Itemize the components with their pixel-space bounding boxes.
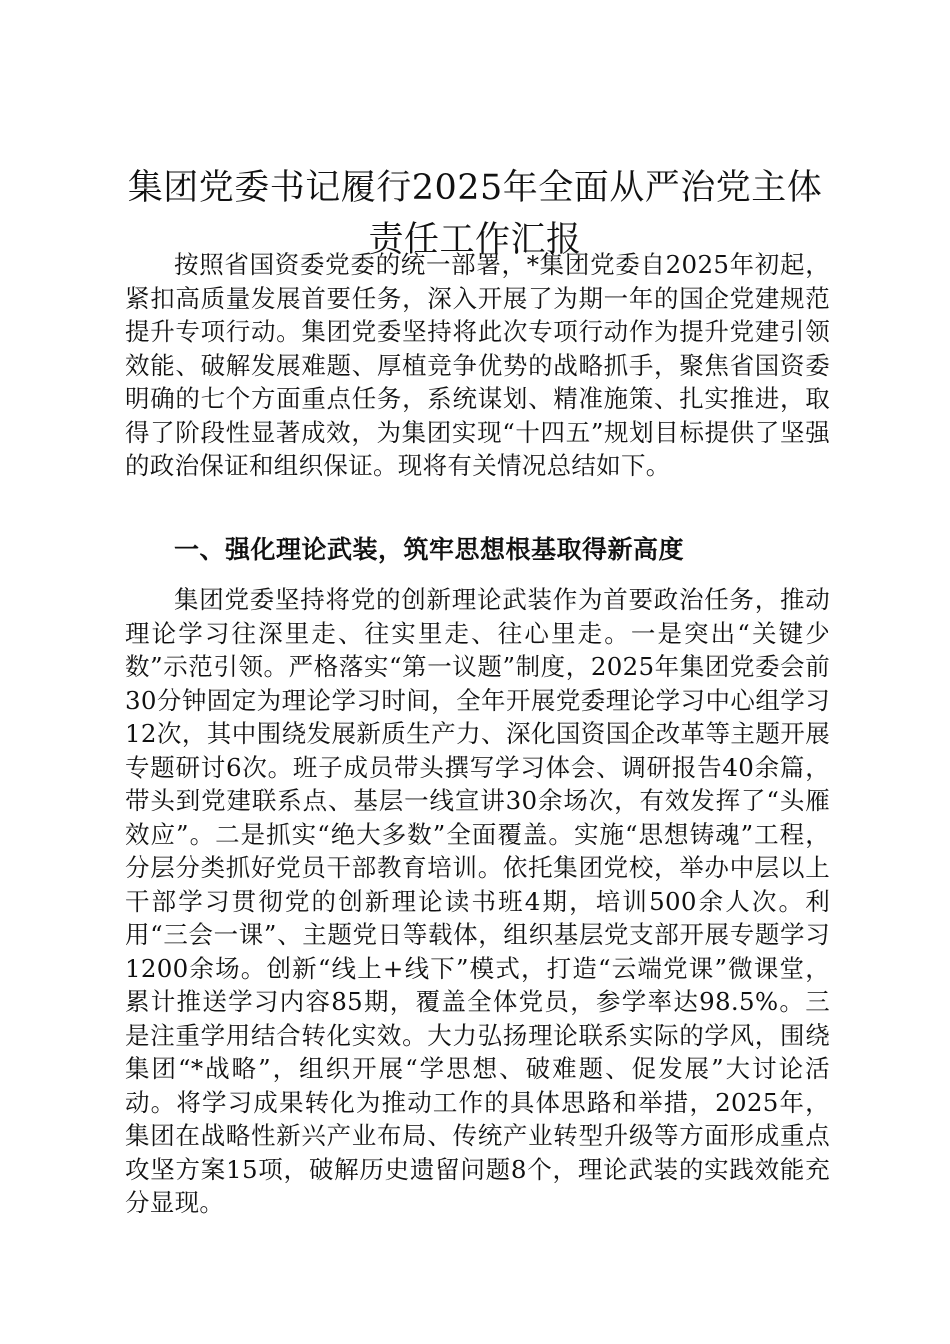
section-1-heading: 一、强化理论武装，筑牢思想根基取得新高度 bbox=[174, 535, 685, 564]
title-line-2: 责任工作汇报 bbox=[368, 220, 582, 260]
section-1-paragraph: 集团党委坚持将党的创新理论武装作为首要政治任务，推动理论学习往深里走、往实里走、往心里走。一是突出“关键少数”示范引领。严格落实“第一议题”制度，2025年集团党委会前30分钟固定为理论学习时间，全年开展党委理论学习中心组学习12次，其中围绕发展新质生产力、深化国资国企改革等主题开展专题研讨6次。班子成员带头撰写学习体会、调研报告40余篇，带头到党建联系点、基层一线宣讲30余场次，有效发挥了“头雁效应”。二是抓实“绝大多数”全面覆盖。实施“思想铸魂”工程，分层分类抓好党员干部教育培训。依托集团党校，举办中层以上干部学习贯彻党的创新理论读书班4期，培训500余人次。利用“三会一课”、主题党日等载体，组织基层党支部开展专题学习1200余场。创新“线上+线下”模式，打造“云端党课”微课堂，累计推送学习内容85期，覆盖全体党员，参学率达98.5%。三是注重学用结合转化实效。大力弘扬理论联系实际的学风，围绕集团“*战略”，组织开展“学思想、破难题、促发展”大讨论活动。将学习成果转化为推动工作的具体思路和举措，2025年，集团在战略性新兴产业布局、传统产业转型升级等方面形成重点攻坚方案15项，破解历史遗留问题8个，理论武装的实践效能充分显现。 bbox=[125, 585, 830, 1217]
intro-paragraph: 按照省国资委党委的统一部署，*集团党委自2025年初起，紧扣高质量发展首要任务，深入开展了为期一年的国企党建规范提升专项行动。集团党委坚持将此次专项行动作为提升党建引领效能、破解发展难题、厚植竞争优势的战略抓手，聚焦省国资委明确的七个方面重点任务，系统谋划、精准施策、扎实推进，取得了阶段性显著成效，为集团实现“十四五”规划目标提供了坚强的政治保证和组织保证。现将有关情况总结如下。 bbox=[125, 250, 830, 480]
title-line-1: 集团党委书记履行2025年全面从严治党主体 bbox=[127, 168, 823, 208]
